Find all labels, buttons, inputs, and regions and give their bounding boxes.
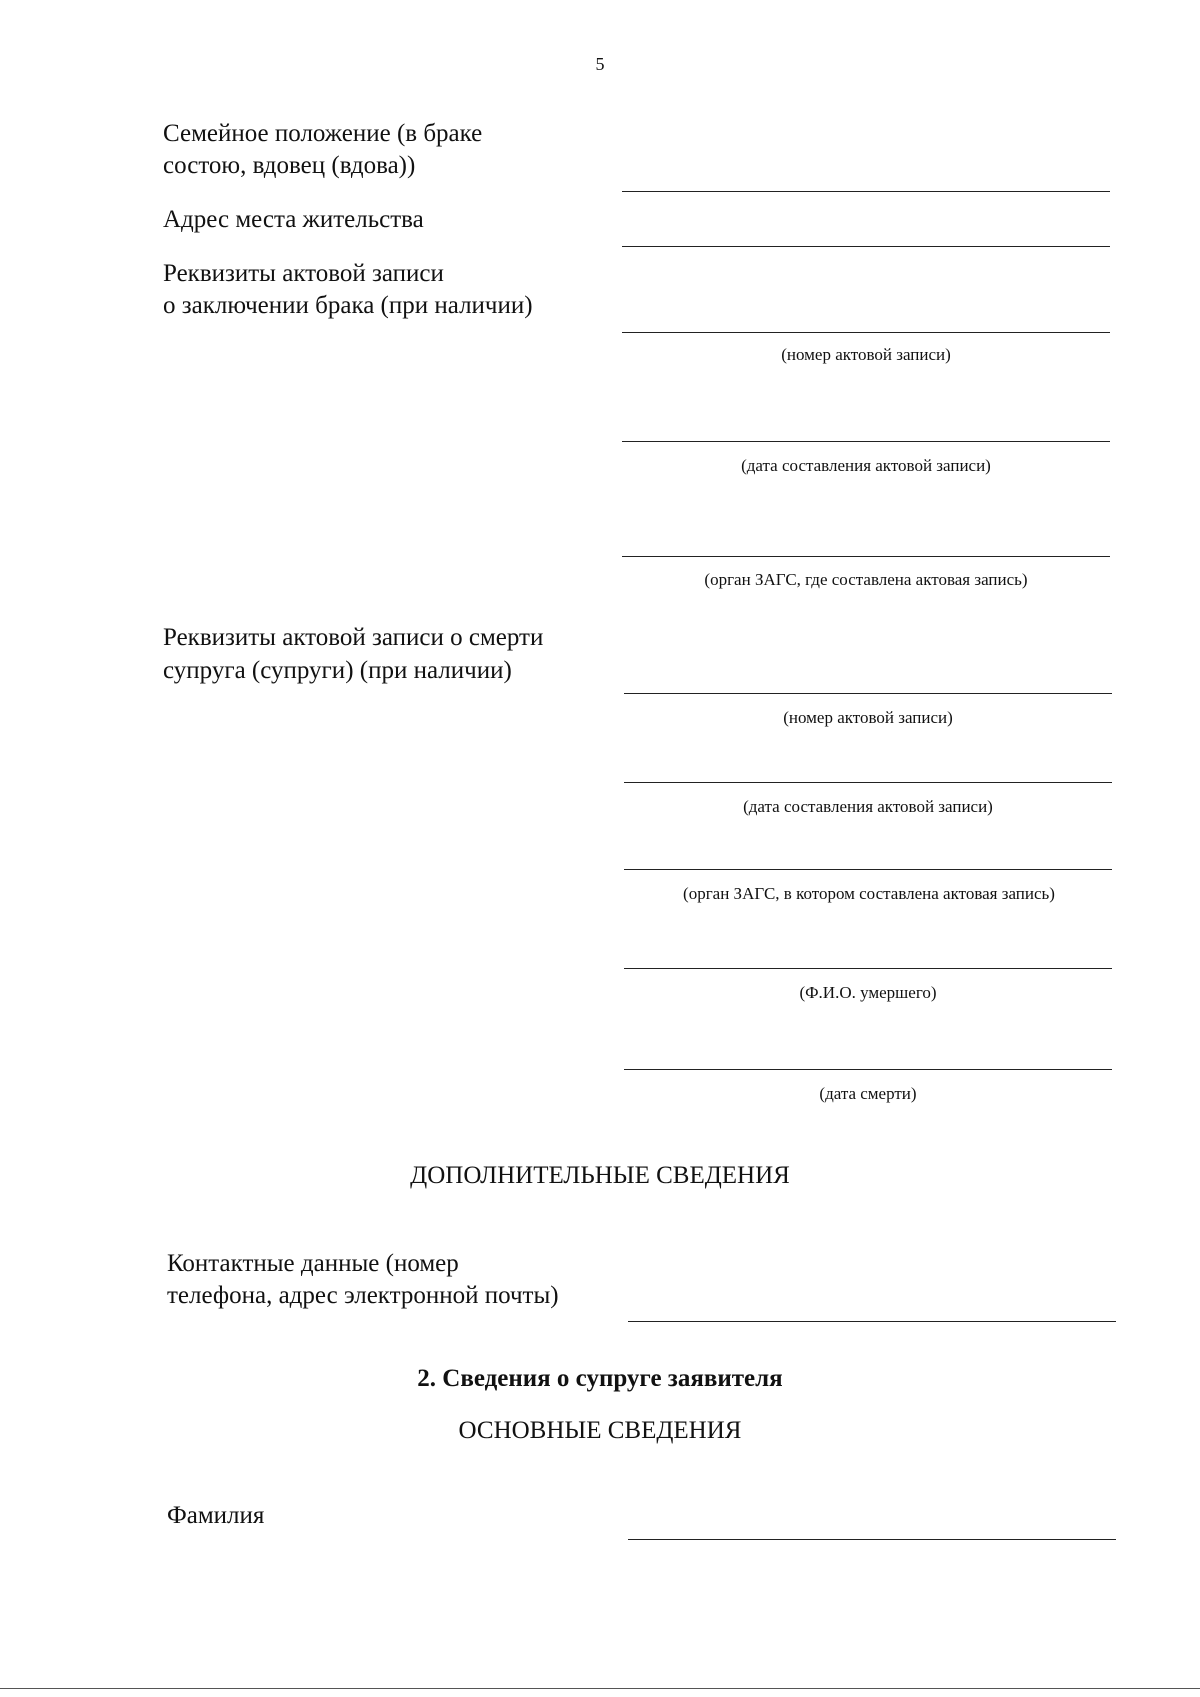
- marriage-record-date-field[interactable]: [622, 441, 1110, 442]
- page-number: 5: [595, 54, 605, 74]
- death-record-label-line2: супруга (супруги) (при наличии): [163, 657, 512, 684]
- marital-status-field[interactable]: [622, 191, 1110, 192]
- deceased-name-caption: (Ф.И.О. умершего): [799, 983, 937, 1002]
- address-label: Адрес места жительства: [163, 206, 424, 233]
- contacts-field[interactable]: [628, 1321, 1116, 1322]
- surname-label: Фамилия: [167, 1502, 265, 1529]
- page-bottom-divider: [0, 1688, 1200, 1689]
- marital-status-label-line1: Семейное положение (в браке: [163, 120, 483, 147]
- death-date-field[interactable]: [624, 1069, 1112, 1070]
- death-record-office-field[interactable]: [624, 869, 1112, 870]
- marriage-record-office-field[interactable]: [622, 556, 1110, 557]
- spouse-section-title: 2. Сведения о супруге заявителя: [417, 1365, 783, 1392]
- contacts-label-line2: телефона, адрес электронной почты): [167, 1282, 559, 1309]
- marriage-record-office-caption: (орган ЗАГС, где составлена актовая запись): [704, 570, 1028, 589]
- spouse-basic-info-heading: ОСНОВНЫЕ СВЕДЕНИЯ: [458, 1417, 742, 1444]
- death-record-date-field[interactable]: [624, 782, 1112, 783]
- marriage-record-number-field[interactable]: [622, 332, 1110, 333]
- marriage-record-date-caption: (дата составления актовой записи): [741, 456, 991, 475]
- death-record-number-field[interactable]: [624, 693, 1112, 694]
- death-record-label-line1: Реквизиты актовой записи о смерти: [163, 624, 544, 651]
- address-field[interactable]: [622, 246, 1110, 247]
- marital-status-label-line2: состою, вдовец (вдова)): [163, 152, 416, 179]
- death-record-office-caption: (орган ЗАГС, в котором составлена актовая запись): [683, 884, 1055, 903]
- deceased-name-field[interactable]: [624, 968, 1112, 969]
- marriage-record-label-line1: Реквизиты актовой записи: [163, 260, 444, 287]
- death-date-caption: (дата смерти): [819, 1084, 917, 1103]
- contacts-label-line1: Контактные данные (номер: [167, 1250, 459, 1277]
- marriage-record-label-line2: о заключении брака (при наличии): [163, 292, 533, 319]
- death-record-date-caption: (дата составления актовой записи): [743, 797, 993, 816]
- death-record-number-caption: (номер актовой записи): [783, 708, 953, 727]
- surname-field[interactable]: [628, 1539, 1116, 1540]
- marriage-record-number-caption: (номер актовой записи): [781, 345, 951, 364]
- additional-info-heading: ДОПОЛНИТЕЛЬНЫЕ СВЕДЕНИЯ: [410, 1162, 790, 1189]
